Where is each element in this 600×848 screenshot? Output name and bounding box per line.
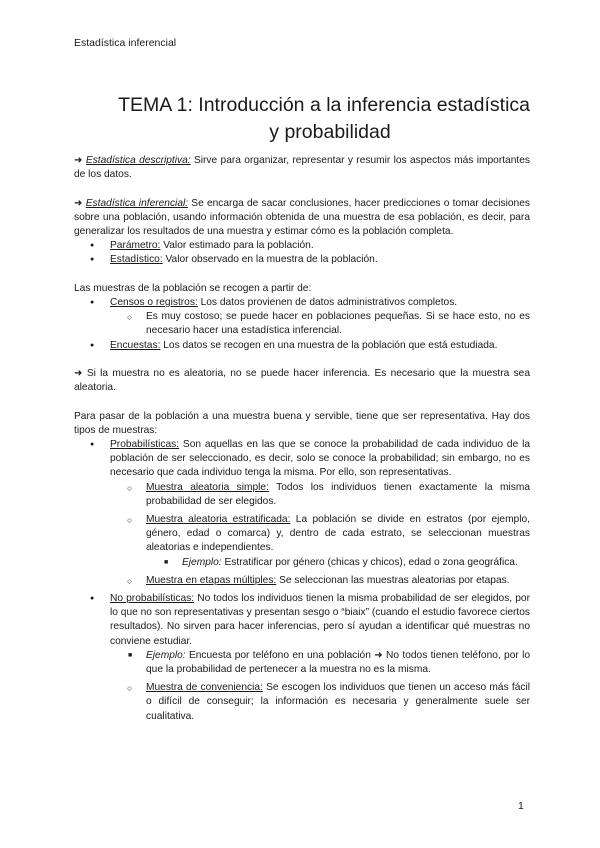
paragraph-muestras-intro: Las muestras de la población se recogen a partir de: <box>74 282 312 294</box>
list-item <box>110 649 530 677</box>
title-line-2: y probabilidad <box>269 121 391 143</box>
ejemplo-sublist <box>110 649 530 677</box>
list-item <box>146 556 530 570</box>
list-item <box>74 296 530 339</box>
list-item <box>74 239 530 253</box>
paragraph-inferencial <box>74 197 530 240</box>
paragraph-aleatoria <box>74 367 530 395</box>
page-title <box>74 92 530 146</box>
term-simple: Muestra aleatoria simple: <box>146 481 269 493</box>
arrow-icon: ➜ <box>374 649 383 661</box>
list-item <box>110 681 530 724</box>
term-descriptiva: Estadística descriptiva: <box>85 155 191 166</box>
term-censos: Censos o registros: <box>110 297 198 308</box>
ejemplo-text: Encuesta por teléfono en una población <box>185 649 375 661</box>
list-item <box>110 481 530 509</box>
estratificada-text: La población se divide en estratos (por ejemplo, género, edad o comarca) y, dentro de cada estrato, se seleccionan muestras aleatorias e independientes. <box>146 514 530 554</box>
definitions-list <box>74 239 530 267</box>
term-parametro: Parámetro: <box>110 240 161 252</box>
list-item <box>74 438 530 588</box>
term-no-probabilisticas: No probabilísticas: <box>110 593 195 605</box>
probabilisticas-sublist <box>110 481 530 588</box>
list-item <box>74 253 530 267</box>
arrow-icon: ➜ <box>74 368 83 379</box>
ejemplo-text: Estratificar por género (chicas y chicos), edad o zona geográfica. <box>221 556 518 568</box>
running-header: Estadística inferencial <box>74 37 177 49</box>
list-item <box>74 339 530 353</box>
arrow-icon: ➜ <box>74 155 83 166</box>
aleatoria-text: Si la muestra no es aleatoria, no se puede hacer inferencia. Es necesario que la muestra sea aleatoria. <box>74 368 530 394</box>
no-probabilisticas-sublist <box>110 649 530 724</box>
encuestas-text: Los datos se recogen en una muestra de la población que está estudiada. <box>160 339 498 351</box>
ejemplo-text-2: No todos tienen teléfono, por lo que la probabilidad de pertenecer a la muestra no es la misma. <box>146 649 531 676</box>
ejemplo-label: Ejemplo: <box>182 556 222 568</box>
censos-sublist <box>110 310 530 338</box>
term-encuestas: Encuestas: <box>110 339 161 351</box>
term-conveniencia: Muestra de conveniencia: <box>146 682 263 694</box>
list-item: ○ Es muy costoso; se puede hacer en poblaciones pequeñas. Si se hace esto, no es necesario hacer una estadística inferencial. <box>110 310 530 338</box>
etapas-text: Se seleccionan las muestras aleatorias por etapas. <box>276 574 510 586</box>
estratificada-sublist <box>146 556 530 570</box>
parametro-text: Valor estimado para la población. <box>160 240 314 252</box>
list-item <box>110 649 530 677</box>
probabilisticas-text: Son aquellas en las que se conoce la probabilidad de cada individuo de la población de ser seleccionado, es decir, solo se conoce la probabilidad; sin embargo, no es necesario que cada individuo tenga la misma. Por ello, son representativas. <box>110 439 530 479</box>
paragraph-descriptiva <box>74 154 530 182</box>
term-probabilisticas: Probabilísticas: <box>110 439 180 450</box>
no-probabilisticas-text: No todos los individuos tienen la misma probabilidad de ser elegidos, por lo que no son representativas y presentan sesgo o “biaix” (cuando el estudio favorece ciertos resultados). No sirven para hacer inferencias, pero sí ayudan a identificar qué muestras no conviene estudiar. <box>110 593 530 647</box>
list-item <box>110 513 530 570</box>
page-number: 1 <box>518 800 524 812</box>
descriptiva-text: Sirve para organizar, representar y resumir los aspectos más importantes de los datos. <box>74 155 530 181</box>
title-line-1: TEMA 1: Introducción a la inferencia estadística <box>118 94 530 116</box>
term-inferencial: Estadística inferencial: <box>85 197 189 209</box>
list-item <box>74 592 530 724</box>
paragraph-tipos-intro: Para pasar de la población a una muestra buena y servible, tiene que ser representativa. Hay dos tipos de muestras: <box>74 410 530 436</box>
arrow-icon: ➜ <box>74 197 83 209</box>
censos-text: Los datos provienen de datos administrativos completos. <box>197 297 458 308</box>
term-estadistico: Estadístico: <box>110 254 163 266</box>
inferencial-text: Se encarga de sacar conclusiones, hacer predicciones o tomar decisiones sobre una población, usando información obtenida de una muestra de esa población, es decir, para generalizar los resultados de una muestra y estimar cómo es la población completa. <box>74 197 530 237</box>
conveniencia-text: Se escogen los individuos que tienen un acceso más fácil o difícil de conseguir; la información es necesaria y generalmente suele ser cualitativa. <box>146 682 530 722</box>
sources-list <box>74 296 530 353</box>
list-item <box>110 574 530 588</box>
estadistico-text: Valor observado en la muestra de la población. <box>162 254 378 266</box>
term-etapas: Muestra en etapas múltiples: <box>146 574 277 586</box>
document-body <box>74 154 530 724</box>
term-estratificada: Muestra aleatoria estratificada: <box>146 514 291 526</box>
sample-types-list <box>74 438 530 724</box>
simple-text: Todos los individuos tienen exactamente la misma probabilidad de ser elegidos. <box>146 481 531 507</box>
ejemplo-label: Ejemplo: <box>146 649 186 661</box>
